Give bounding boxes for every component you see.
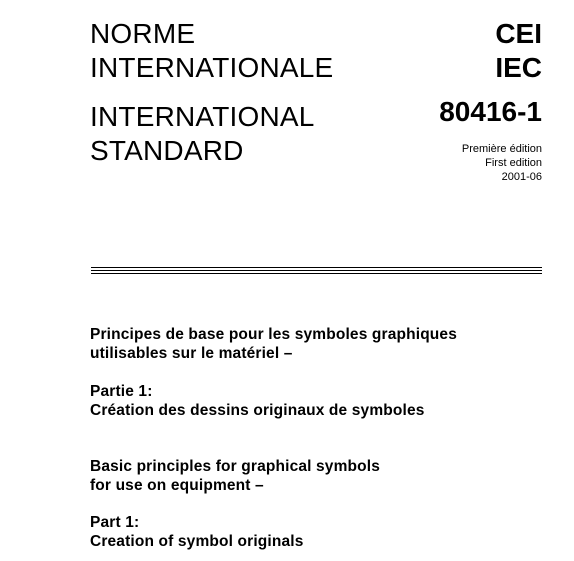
- org-code-en: IEC: [495, 52, 542, 83]
- english-part-label: Part 1:: [90, 514, 140, 531]
- english-title-line-2: for use on equipment –: [90, 477, 264, 494]
- document-number: 80416-1: [439, 96, 542, 127]
- edition-en: First edition: [485, 157, 542, 169]
- edition-date: 2001-06: [501, 171, 542, 183]
- french-part-title: Création des dessins originaux de symboles: [90, 402, 425, 419]
- standard-line-1: INTERNATIONAL: [90, 101, 315, 132]
- english-title-line-1: Basic principles for graphical symbols: [90, 458, 380, 475]
- norme-line-2: INTERNATIONALE: [90, 52, 334, 83]
- french-part-label: Partie 1:: [90, 383, 153, 400]
- norme-line-1: NORME: [90, 18, 196, 49]
- org-code-fr: CEI: [495, 18, 542, 49]
- standard-line-2: STANDARD: [90, 135, 244, 166]
- french-title-line-2: utilisables sur le matériel –: [90, 345, 293, 362]
- edition-fr: Première édition: [461, 143, 542, 155]
- french-title-line-1: Principes de base pour les symboles graphiques: [90, 326, 457, 343]
- english-part-title: Creation of symbol originals: [90, 533, 304, 550]
